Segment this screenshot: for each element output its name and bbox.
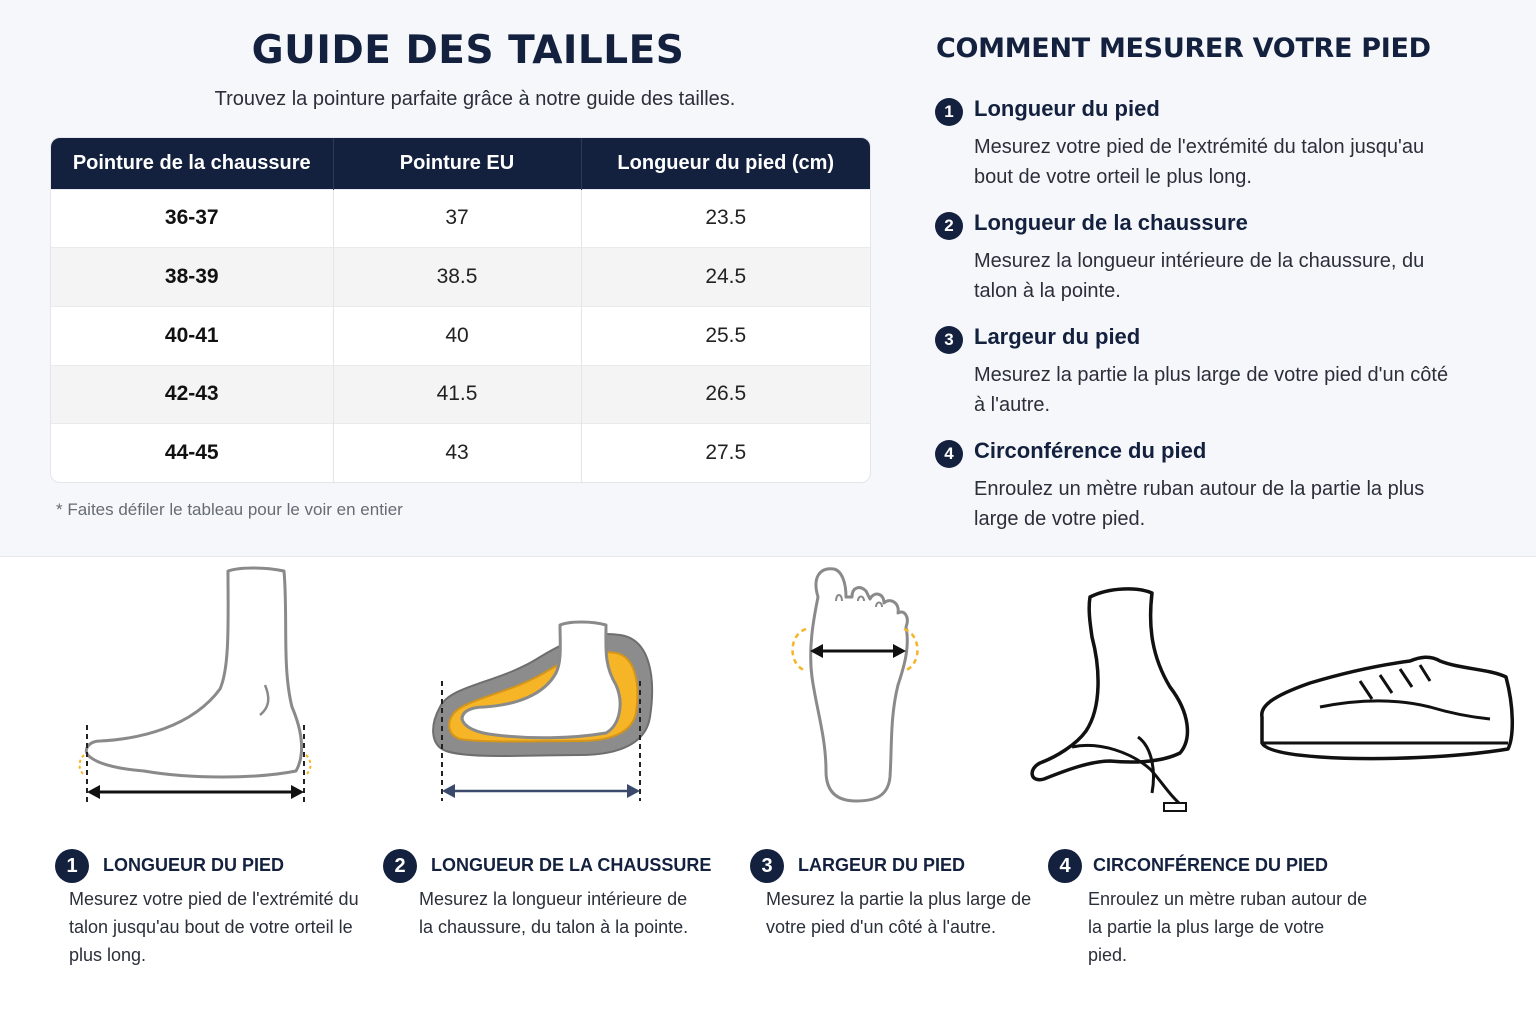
cell-eu-size: 37 [333, 189, 581, 248]
caption-number-badge: 1 [55, 849, 89, 883]
caption-title: LONGUEUR DU PIED [103, 855, 285, 875]
caption-description: Mesurez la longueur intérieure de la chaussure, du talon à la pointe. [419, 889, 689, 937]
cell-shoe-size: 42-43 [51, 365, 333, 424]
caption-description: Mesurez votre pied de l'extrémité du talon jusqu'au bout de votre orteil le plus long. [69, 889, 359, 965]
step-description: Enroulez un mètre ruban autour de la partie la plus large de votre pied. [974, 478, 1425, 530]
table-row [51, 365, 870, 424]
foot-sole-width-icon [780, 557, 940, 817]
step-foot-length [935, 96, 1495, 196]
cell-eu-size: 41.5 [333, 365, 581, 424]
cell-foot-length: 26.5 [581, 365, 870, 424]
step-shoe-length [935, 210, 1495, 310]
shoe-insole-length-icon [420, 557, 670, 817]
table-row [51, 248, 870, 307]
cell-foot-length: 27.5 [581, 424, 870, 483]
caption-description: Mesurez la partie la plus large de votre pied d'un côté à l'autre. [766, 889, 1032, 937]
cell-eu-size: 38.5 [333, 248, 581, 307]
cell-foot-length: 23.5 [581, 189, 870, 248]
step-title: Largeur du pied [974, 324, 1141, 349]
cell-foot-length: 24.5 [581, 248, 870, 307]
illustrations-section [0, 556, 1536, 1024]
illustration-caption-foot-width [750, 849, 1040, 999]
step-title: Longueur de la chaussure [974, 210, 1248, 235]
cell-eu-size: 43 [333, 424, 581, 483]
column-header-shoe-size: Pointure de la chaussure [51, 138, 333, 189]
cell-shoe-size: 40-41 [51, 306, 333, 365]
step-description: Mesurez votre pied de l'extrémité du talon jusqu'au bout de votre orteil le plus long. [974, 136, 1425, 188]
caption-number-badge: 2 [383, 849, 417, 883]
caption-title: LONGUEUR DE LA CHAUSSURE [431, 855, 712, 875]
column-header-foot-length: Longueur du pied (cm) [581, 138, 870, 189]
illustration-caption-foot-circumference [1048, 849, 1378, 999]
cell-shoe-size: 44-45 [51, 424, 333, 483]
step-number-badge: 2 [935, 212, 963, 240]
cell-foot-length: 25.5 [581, 306, 870, 365]
step-number-badge: 3 [935, 326, 963, 354]
column-header-eu-size: Pointure EU [333, 138, 581, 189]
page-subtitle: Trouvez la pointure parfaite grâce à notre guide des tailles. [214, 88, 736, 110]
step-title: Circonférence du pied [974, 438, 1207, 463]
step-description: Mesurez la longueur intérieure de la chaussure, du talon à la pointe. [974, 250, 1425, 302]
caption-title: CIRCONFÉRENCE DU PIED [1093, 855, 1329, 875]
foot-side-length-icon [60, 557, 330, 817]
cell-eu-size: 40 [333, 306, 581, 365]
step-number-badge: 4 [935, 440, 963, 468]
caption-description: Enroulez un mètre ruban autour de la partie la plus large de votre pied. [1088, 889, 1368, 965]
table-row [51, 424, 870, 483]
illustration-caption-foot-length [55, 849, 385, 999]
illustration-caption-shoe-length [383, 849, 723, 999]
step-title: Longueur du pied [974, 96, 1160, 121]
table-scroll-note: * Faites défiler le tableau pour le voir en entier [56, 500, 403, 519]
step-description: Mesurez la partie la plus large de votre pied d'un côté à l'autre. [974, 364, 1449, 416]
cell-shoe-size: 38-39 [51, 248, 333, 307]
caption-title: LARGEUR DU PIED [798, 855, 966, 875]
table-row [51, 306, 870, 365]
caption-number-badge: 3 [750, 849, 784, 883]
how-to-measure-title: COMMENT MESURER VOTRE PIED [936, 33, 1431, 64]
step-foot-circumference [935, 438, 1495, 538]
page-title: GUIDE DES TAILLES [251, 28, 685, 73]
cell-shoe-size: 36-37 [51, 189, 333, 248]
step-foot-width [935, 324, 1495, 424]
caption-number-badge: 4 [1048, 849, 1082, 883]
foot-circumference-and-sneaker-icon [1020, 557, 1520, 817]
table-row [51, 189, 870, 248]
step-number-badge: 1 [935, 98, 963, 126]
table-header-row [51, 138, 870, 189]
size-table[interactable] [50, 137, 871, 483]
